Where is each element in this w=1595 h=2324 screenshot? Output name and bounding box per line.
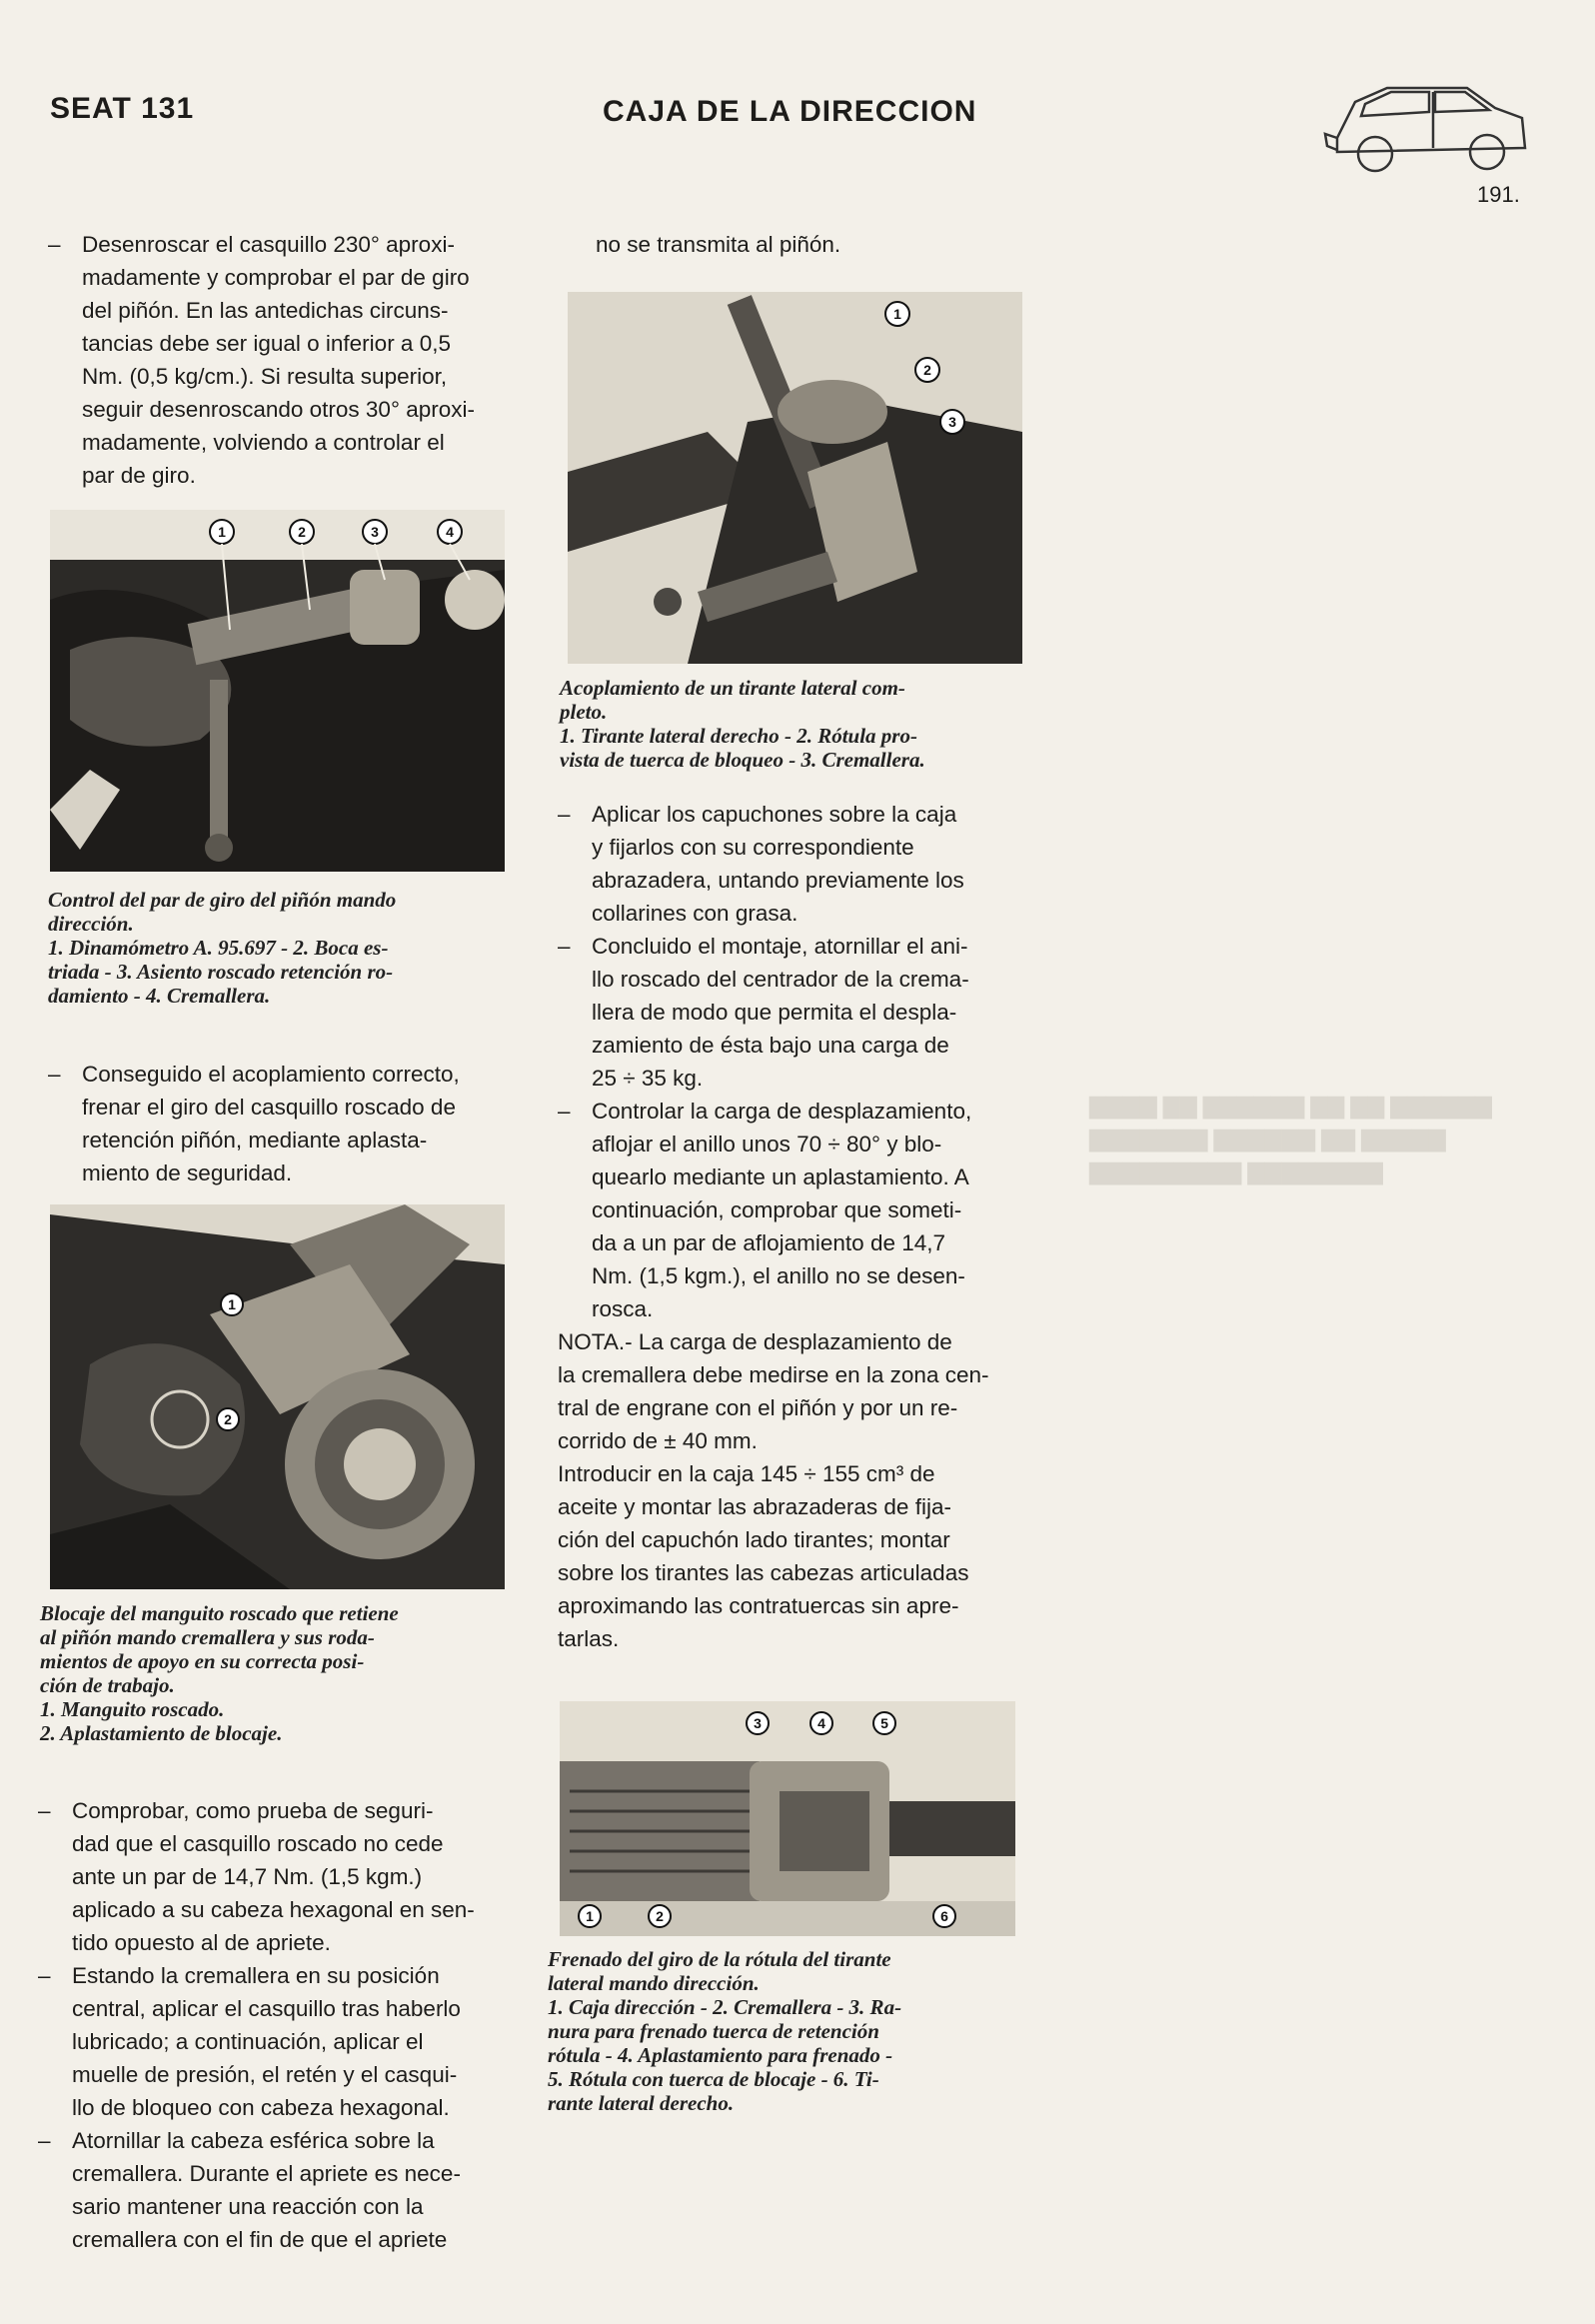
callout-3: 3	[371, 524, 379, 540]
caption-line: triada - 3. Asiento roscado retención ro-	[48, 960, 394, 984]
text-line: frenar el giro del casquillo roscado de	[82, 1095, 456, 1120]
text-line: Estando la cremallera en su posición	[72, 1963, 440, 1988]
text-line: Conseguido el acoplamiento correcto,	[82, 1062, 460, 1087]
text-line: ante un par de 14,7 Nm. (1,5 kgm.)	[72, 1864, 423, 1889]
car-illustration-icon	[1317, 60, 1537, 190]
text-line: Atornillar la cabeza esférica sobre la	[72, 2128, 435, 2153]
text-line: madamente, volviendo a controlar el	[82, 430, 445, 455]
text-line: tido opuesto al de apriete.	[72, 1930, 331, 1955]
caption-line: lateral mando dirección.	[548, 1971, 760, 1995]
text-line: dad que el casquillo roscado no cede	[72, 1831, 444, 1856]
caption-line: Acoplamiento de un tirante lateral com-	[560, 676, 905, 700]
caption-line: pleto.	[560, 700, 608, 724]
paragraph-centering-ring: – Concluido el montaje, atornillar el ani- llo roscado del centrador de la crema- llera de modo que permita el despla- zamiento de ésta bajo una carga de 25 ÷ 35 kg.	[558, 934, 969, 1091]
caption-line: 1. Tirante lateral derecho - 2. Rótula pro-	[560, 724, 917, 748]
text-line: continuación, comprobar que someti-	[592, 1197, 962, 1222]
callout-2: 2	[224, 1411, 232, 1427]
text-line: da a un par de aflojamiento de 14,7	[592, 1230, 946, 1255]
caption-line: rótula - 4. Aplastamiento para frenado -	[548, 2043, 893, 2067]
caption-ball-joint	[548, 1947, 1037, 2115]
caption-line: damiento - 4. Cremallera.	[48, 984, 271, 1008]
text-line: seguir desenroscando otros 30° aproxi-	[82, 397, 475, 422]
caption-line: nura para frenado tuerca de retención	[548, 2019, 879, 2043]
text-line: Desenroscar el casquillo 230° aproxi-	[82, 232, 455, 257]
caption-line: 1. Caja dirección - 2. Cremallera - 3. Ra-	[548, 1995, 902, 2019]
note-paragraph	[558, 1325, 1027, 1457]
text-line: tarlas.	[558, 1626, 620, 1651]
text-line: abrazadera, untando previamente los	[592, 868, 964, 893]
caption-line: 1. Manguito roscado.	[40, 1697, 225, 1721]
paragraph-lock-bushing: – Conseguido el acoplamiento correcto, frenar el giro del casquillo roscado de retención piñón, mediante aplasta- miento de seguridad.	[48, 1062, 460, 1185]
caption-tie-rod	[560, 676, 1039, 772]
text-line: aceite y montar las abrazaderas de fija-	[558, 1494, 951, 1519]
text-line: tancias debe ser igual o inferior a 0,5	[82, 331, 451, 356]
text-line: sobre los tirantes las cabezas articuladas	[558, 1560, 969, 1585]
paragraph-safety-test: – Comprobar, como prueba de seguri- dad que el casquillo roscado no cede ante un par de 14,7 Nm. (1,5 kgm.) aplicado a su cabeza hexagonal en sen- tido opuesto al de apriete.	[38, 1798, 475, 1955]
text-line: central, aplicar el casquillo tras haberlo	[72, 1996, 461, 2021]
photo-ball-joint-locking	[560, 1701, 1015, 1936]
caption-line: mientos de apoyo en su correcta posi-	[40, 1649, 365, 1673]
text-line: aplicado a su cabeza hexagonal en sen-	[72, 1897, 475, 1922]
paragraph-control-load: – Controlar la carga de desplazamiento, aflojar el anillo unos 70 ÷ 80° y blo- quearlo mediante un aplastamiento. A continuación, comprobar que someti- da a un par de aflojamiento de 14,7 Nm. (1,5 kgm.), el anillo no se desen- rosca.	[558, 1099, 972, 1321]
caption-line: dirección.	[48, 912, 134, 936]
callout-1: 1	[586, 1908, 594, 1924]
callout-2: 2	[923, 362, 931, 378]
caption-line: vista de tuerca de bloqueo - 3. Cremallera.	[560, 748, 925, 772]
text-line: del piñón. En las antedichas circuns-	[82, 298, 449, 323]
text-line: Nm. (1,5 kgm.), el anillo no se desen-	[592, 1263, 965, 1288]
text-line: Controlar la carga de desplazamiento,	[592, 1099, 972, 1124]
text-line: y fijarlos con su correspondiente	[592, 835, 914, 860]
text-line: 25 ÷ 35 kg.	[592, 1066, 704, 1091]
callout-3: 3	[948, 414, 956, 430]
caption-line: 1. Dinamómetro A. 95.697 - 2. Boca es-	[48, 936, 389, 960]
photo-sleeve-locking	[50, 1204, 505, 1589]
manual-title: SEAT 131	[50, 92, 195, 125]
text-line: zamiento de ésta bajo una carga de	[592, 1033, 949, 1058]
paragraph-unscrew-bushing: – Desenroscar el casquillo 230° aproxi- madamente y comprobar el par de giro del piñón. En las antedichas circuns- tancias debe ser igual o inferior a 0,5 Nm. (0,5 kg/cm.). Si resulta superior, seguir desenroscando otros 30° aproxi- madamente, volviendo a controlar el par de giro.	[48, 232, 475, 488]
text-line: Comprobar, como prueba de seguri-	[72, 1798, 434, 1823]
caption-line: ción de trabajo.	[40, 1673, 175, 1697]
text-line: llo de bloqueo con cabeza hexagonal.	[72, 2095, 450, 2120]
paragraph-boots: – Aplicar los capuchones sobre la caja y fijarlos con su correspondiente abrazadera, untando previamente los collarines con grasa.	[558, 802, 964, 926]
text-line: sario mantener una reacción con la	[72, 2194, 424, 2219]
text-line: Introducir en la caja 145 ÷ 155 cm³ de	[558, 1461, 935, 1486]
caption-line: Frenado del giro de la rótula del tirante	[548, 1947, 891, 1971]
text-line: cremallera con el fin de que el apriete	[72, 2227, 448, 2252]
caption-pinion-torque	[48, 888, 518, 1008]
text-line: aflojar el anillo unos 70 ÷ 80° y blo-	[592, 1132, 942, 1157]
caption-line: 2. Aplastamiento de blocaje.	[40, 1721, 283, 1745]
callout-2: 2	[656, 1908, 664, 1924]
photo-tie-rod-assembly	[568, 292, 1022, 664]
text-line: cremallera. Durante el apriete es nece-	[72, 2161, 461, 2186]
text-line: aproximando las contratuercas sin apre-	[558, 1593, 959, 1618]
chapter-title: CAJA DE LA DIRECCION	[603, 95, 977, 128]
text-line: la cremallera debe medirse en la zona cen-	[558, 1362, 989, 1387]
text-line: muelle de presión, el retén y el casqui-	[72, 2062, 458, 2087]
caption-line: rante lateral derecho.	[548, 2091, 735, 2115]
text-line: llo roscado del centrador de la crema-	[592, 967, 969, 992]
caption-sleeve-locking	[40, 1601, 518, 1745]
text-line: lubricado; a continuación, aplicar el	[72, 2029, 424, 2054]
text-line: par de giro.	[82, 463, 196, 488]
text-line: miento de seguridad.	[82, 1161, 293, 1185]
text-line: rosca.	[592, 1296, 654, 1321]
callout-3: 3	[754, 1715, 762, 1731]
photo-pinion-torque-check	[50, 510, 505, 872]
callout-5: 5	[880, 1715, 888, 1731]
text-line: retención piñón, mediante aplasta-	[82, 1128, 428, 1153]
callout-4: 4	[446, 524, 454, 540]
callout-6: 6	[940, 1908, 948, 1924]
callout-1: 1	[218, 524, 226, 540]
paragraph-ball-head: – Atornillar la cabeza esférica sobre la cremallera. Durante el apriete es nece- sario mantener una reacción con la cremallera con el fin de que el apriete	[38, 2128, 461, 2252]
text-line: ción del capuchón lado tirantes; montar	[558, 1527, 950, 1552]
text-line: madamente y comprobar el par de giro	[82, 265, 470, 290]
paragraph-continued: no se transmita al piñón.	[596, 232, 841, 257]
text-line: Concluido el montaje, atornillar el ani-	[592, 934, 968, 959]
caption-line: Blocaje del manguito roscado que retiene	[40, 1601, 399, 1625]
paragraph-rack-central: – Estando la cremallera en su posición central, aplicar el casquillo tras haberlo lubricado; a continuación, aplicar el muelle de presión, el retén y el casqui- llo de bloqueo con cabeza hexagonal.	[38, 1963, 461, 2120]
caption-line: 5. Rótula con tuerca de blocaje - 6. Ti-	[548, 2067, 879, 2091]
text-line: corrido de ± 40 mm.	[558, 1428, 758, 1453]
text-line: llera de modo que permita el despla-	[592, 1000, 957, 1025]
page-number: 191.	[1477, 182, 1520, 207]
text-line: collarines con grasa.	[592, 901, 798, 926]
callout-2: 2	[298, 524, 306, 540]
text-line: quearlo mediante un aplastamiento. A	[592, 1164, 969, 1189]
caption-line: al piñón mando cremallera y sus roda-	[40, 1625, 375, 1649]
text-line: Aplicar los capuchones sobre la caja	[592, 802, 957, 827]
text-line: Nm. (0,5 kg/cm.). Si resulta superior,	[82, 364, 448, 389]
text-line: tral de engrane con el piñón y por un re-	[558, 1395, 958, 1420]
text-line: NOTA.- La carga de desplazamiento de	[558, 1329, 952, 1354]
caption-line: Control del par de giro del piñón mando	[48, 888, 397, 912]
bleed-through-artifact: ▇▇▇▇ ▇▇ ▇▇▇▇▇▇ ▇▇ ▇▇ ▇▇▇▇▇▇ ▇▇▇▇▇▇▇ ▇▇▇▇▇▇ ▇▇ ▇▇▇▇▇ ▇▇▇▇▇▇▇▇▇ ▇▇▇▇▇▇▇▇	[1089, 1094, 1492, 1184]
callout-1: 1	[228, 1296, 236, 1312]
callout-1: 1	[893, 306, 901, 322]
paragraph-oil-fill	[558, 1457, 1027, 1655]
callout-4: 4	[817, 1715, 825, 1731]
